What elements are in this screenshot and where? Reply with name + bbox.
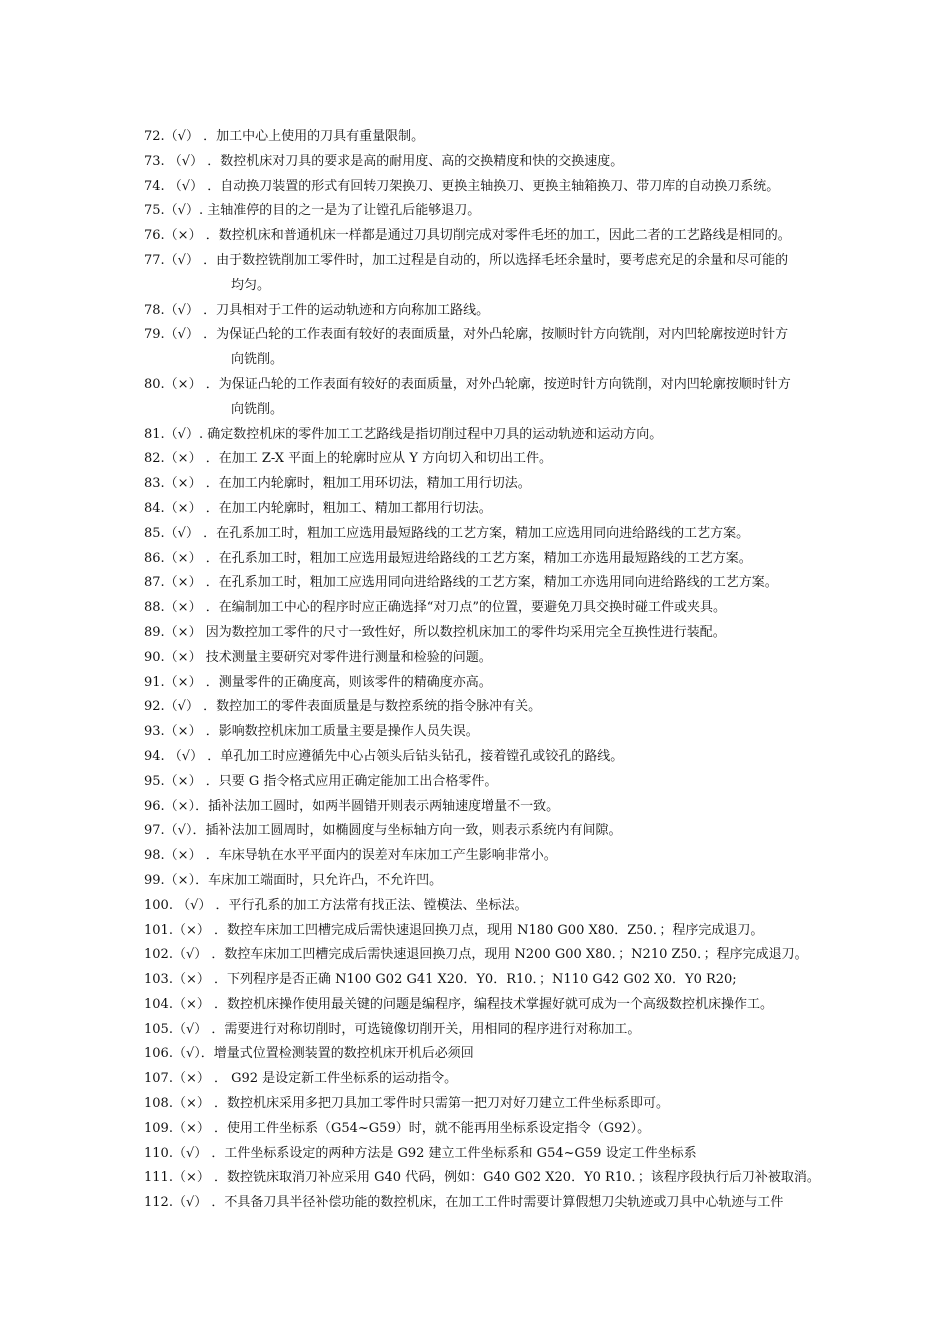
question-text: 96.（×）．插补法加工圆时，如两半圆错开则表示两轴速度增量不一致。	[144, 798, 560, 814]
question-text: 91.（×） ．测量零件的正确度高，则该零件的精确度亦高。	[144, 674, 492, 690]
question-item	[144, 150, 864, 175]
question-item	[144, 1067, 864, 1092]
question-item	[144, 249, 864, 299]
question-text: 107.（×） ． G92 是设定新工件坐标系的运动指令。	[144, 1071, 458, 1087]
question-text: 105.（√） ．需要进行对称切削时，可选镜像切削开关，用相同的程序进行对称加工。	[144, 1021, 641, 1037]
question-item	[144, 795, 864, 820]
question-text: 82.（×） ．在加工 Z-X 平面上的轮廓时应从 Y 方向切入和切出工件。	[144, 451, 553, 467]
question-text: 99.（×）．车床加工端面时，只允许凸，不允许凹。	[144, 872, 443, 888]
question-text: 111.（×） ．数控铣床取消刀补应采用 G40 代码，例如：G40 G02 X20．Y0 R10．；该程序段执行后刀补被取消。	[144, 1170, 820, 1186]
question-text: 110.（√） ．工件坐标系设定的两种方法是 G92 建立工件坐标系和 G54~G59 设定工件坐标系	[144, 1145, 697, 1161]
question-item	[144, 621, 864, 646]
question-text: 108.（×） ．数控机床采用多把刀具加工零件时只需第一把刀对好刀建立工件坐标系即可。	[144, 1096, 669, 1112]
question-text: 93.（×） ．影响数控机床加工质量主要是操作人员失误。	[144, 724, 479, 740]
question-text: 87.（×） ．在孔系加工时，粗加工应选用同向进给路线的工艺方案，精加工亦选用同向进给路线的工艺方案。	[144, 575, 778, 591]
document-page	[144, 125, 864, 1216]
question-text: 80.（×） ．为保证凸轮的工作表面有较好的表面质量，对外凸轮廓，按逆时针方向铣削，对内凹轮廓按顺时针方	[144, 376, 791, 392]
question-item	[144, 447, 864, 472]
question-item	[144, 745, 864, 770]
question-item	[144, 497, 864, 522]
question-item	[144, 125, 864, 150]
question-text: 100. （√） ．平行孔系的加工方法常有找正法、镗模法、坐标法。	[144, 897, 528, 913]
question-text: 112.（√） ．不具备刀具半径补偿功能的数控机床，在加工工件时需要计算假想刀尖轨迹或刀具中心轨迹与工件	[144, 1195, 784, 1211]
question-text: 85.（√） ．在孔系加工时，粗加工应选用最短路线的工艺方案，精加工应选用同向进给路线的工艺方案。	[144, 525, 750, 541]
question-item	[144, 472, 864, 497]
question-text: 75.（√）. 主轴准停的目的之一是为了让镗孔后能够退刀。	[144, 203, 481, 219]
question-text: 79.（√） ．为保证凸轮的工作表面有较好的表面质量，对外凸轮廓，按顺时针方向铣削，对内凹轮廓按逆时针方	[144, 327, 789, 343]
question-text: 101.（×） ．数控车床加工凹槽完成后需快速退回换刀点，现用 N180 G00 X80．Z50．；程序完成退刀。	[144, 922, 764, 938]
question-item	[144, 894, 864, 919]
question-item	[144, 646, 864, 671]
question-item	[144, 373, 864, 423]
question-continuation: 均匀。	[231, 277, 271, 293]
question-text: 90.（×） 技术测量主要研究对零件进行测量和检验的问题。	[144, 649, 492, 665]
question-text: 104.（×） ．数控机床操作使用最关键的问题是编程序，编程技术掌握好就可成为一个高级数控机床操作工。	[144, 996, 773, 1012]
question-item	[144, 423, 864, 448]
question-text: 95.（×） ．只要 G 指令格式应用正确定能加工出合格零件。	[144, 773, 498, 789]
question-item	[144, 299, 864, 324]
question-item	[144, 1191, 864, 1216]
question-item	[144, 993, 864, 1018]
question-item	[144, 596, 864, 621]
question-item	[144, 1117, 864, 1142]
question-item	[144, 1042, 864, 1067]
question-text: 92.（√） ．数控加工的零件表面质量是与数控系统的指令脉冲有关。	[144, 699, 542, 715]
question-continuation: 向铣削。	[231, 401, 284, 417]
question-item	[144, 869, 864, 894]
question-text: 98.（×） ．车床导轨在水平平面内的误差对车床加工产生影响非常小。	[144, 848, 557, 864]
question-text: 106.（√）．增量式位置检测装置的数控机床开机后必须回	[144, 1046, 474, 1062]
question-text: 83.（×） ．在加工内轮廓时，粗加工用环切法，精加工用行切法。	[144, 476, 531, 492]
question-text: 102.（√） ．数控车床加工凹槽完成后需快速退回换刀点，现用 N200 G00 X80．；N210 Z50．；程序完成退刀。	[144, 947, 808, 963]
question-item	[144, 720, 864, 745]
question-item	[144, 770, 864, 795]
question-item	[144, 943, 864, 968]
question-item	[144, 199, 864, 224]
question-item	[144, 571, 864, 596]
question-text: 74. （√） ．自动换刀装置的形式有回转刀架换刀、更换主轴换刀、更换主轴箱换刀、带刀库的自动换刀系统。	[144, 178, 780, 194]
question-text: 103.（×） ．下列程序是否正确 N100 G02 G41 X20．Y0．R10．；N110 G42 G02 X0．Y0 R20;	[144, 972, 737, 988]
question-item	[144, 224, 864, 249]
question-item	[144, 1166, 864, 1191]
question-item	[144, 547, 864, 572]
question-item	[144, 695, 864, 720]
question-item	[144, 522, 864, 547]
question-text: 109.（×） ．使用工件坐标系（G54~G59）时，就不能再用坐标系设定指令（G92）。	[144, 1120, 651, 1136]
question-text: 84.（×） ．在加工内轮廓时，粗加工、精加工都用行切法。	[144, 500, 492, 516]
question-item	[144, 1142, 864, 1167]
question-text: 76.（×） ．数控机床和普通机床一样都是通过刀具切削完成对零件毛坯的加工，因此二者的工艺路线是相同的。	[144, 228, 791, 244]
question-item	[144, 919, 864, 944]
question-text: 94. （√） ．单孔加工时应遵循先中心占领头后钻头钻孔，接着镗孔或铰孔的路线。	[144, 748, 624, 764]
question-item	[144, 1092, 864, 1117]
question-item	[144, 968, 864, 993]
question-item	[144, 1018, 864, 1043]
question-item	[144, 844, 864, 869]
question-text: 77.（√） ．由于数控铣削加工零件时，加工过程是自动的，所以选择毛坯余量时，要考虑充足的余量和尽可能的	[144, 252, 789, 268]
question-continuation: 向铣削。	[231, 352, 284, 368]
question-text: 88.（×） ．在编制加工中心的程序时应正确选择“对刀点”的位置，要避免刀具交换时碰工件或夹具。	[144, 600, 726, 616]
question-text: 73. （√） ．数控机床对刀具的要求是高的耐用度、高的交换精度和快的交换速度。	[144, 153, 624, 169]
question-text: 78.（√） ．刀具相对于工件的运动轨迹和方向称加工路线。	[144, 302, 490, 318]
question-text: 97.（√）．插补法加工圆周时，如椭圆度与坐标轴方向一致，则表示系统内有间隙。	[144, 823, 622, 839]
question-text: 72.（√） ．加工中心上使用的刀具有重量限制。	[144, 129, 425, 144]
question-text: 89.（×） 因为数控加工零件的尺寸一致性好，所以数控机床加工的零件均采用完全互换性进行装配。	[144, 624, 726, 640]
question-item	[144, 819, 864, 844]
question-text: 81.（√）. 确定数控机床的零件加工工艺路线是指切削过程中刀具的运动轨迹和运动方向。	[144, 426, 663, 442]
question-item	[144, 175, 864, 200]
question-item	[144, 323, 864, 373]
question-item	[144, 671, 864, 696]
question-text: 86.（×） ．在孔系加工时，粗加工应选用最短进给路线的工艺方案，精加工亦选用最短路线的工艺方案。	[144, 550, 752, 566]
